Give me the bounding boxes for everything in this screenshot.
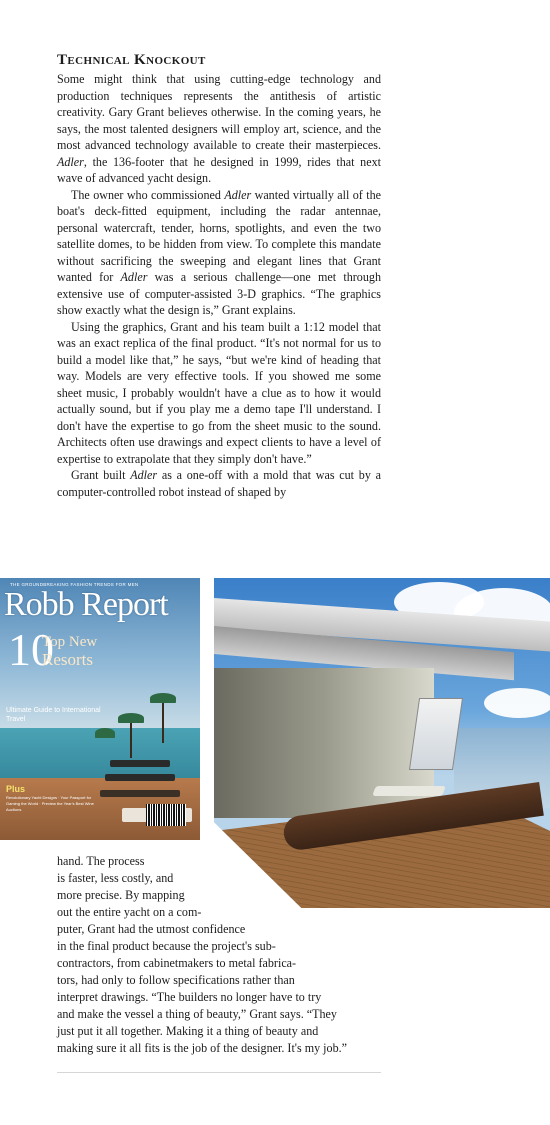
umbrella-pole	[162, 703, 164, 743]
robb-report-cover-image	[0, 578, 200, 840]
cover-number: 10	[8, 624, 54, 675]
article-heading: Technical Knockout	[57, 52, 206, 68]
continuation-line: more precise. By mapping	[57, 888, 185, 902]
paragraph-2: The owner who commissioned Adler wanted virtually all of the boat's deck-fitted equipment, including the radar antennae, personal watercraft, tender, horns, spotlights, and even the two satellite domes, to be hidden from view. To complete this mandate without sacrificing the sweeping and elegant lines that Grant wanted for Adler was a serious challenge—one met through extensive use of computer-assisted 3-D graphics. “The graphics show exactly what the design is,” Grant explains.	[57, 187, 381, 317]
yacht-deck-rendering-image	[214, 578, 550, 908]
lounger	[100, 790, 180, 797]
cover-headline-top: Top New	[42, 634, 98, 650]
cover-headline-resorts: Resorts	[42, 650, 93, 669]
umbrella-icon	[150, 693, 176, 703]
umbrella-icon	[95, 728, 115, 738]
paragraph-1: Some might think that using cutting-edge technology and production techniques represents the antithesis of artistic creativity. Gary Grant believes otherwise. In the coming years, he says, the most talented designers will employ art, science, and the most advanced technology available to create their masterpieces. Adler, the 136-footer that he designed in 1999, rides that next wave of advanced yacht design.	[57, 72, 381, 185]
lounger	[110, 760, 170, 767]
barcode-icon	[146, 804, 186, 826]
cloud	[484, 688, 550, 718]
continuation-line: and make the vessel a thing of beauty,” Grant says. “They	[57, 1007, 337, 1021]
continuation-line: making sure it all fits is the job of the designer. It's my job.”	[57, 1041, 348, 1055]
deck-table	[372, 786, 446, 796]
paragraph-3: Using the graphics, Grant and his team built a 1:12 model that was an exact replica of the final product. “It's not normal for us to build a model like that,” he says, “but we're kind of heading that way. Models are very effective tools. If you showed me some sheet music, I probably wouldn't have a clue as to how it would actually sound, but if you play me a demo tape I'll understand. I don't have the expertise to go from the sheet music to the sound. Architects often use drawings and expect clients to have a level of expertise to extrapolate that they simply don't have.”	[57, 319, 381, 466]
continuation-line: out the entire yacht on a com-	[57, 905, 202, 919]
article-body	[57, 71, 381, 500]
continuation-line: hand. The process	[57, 854, 145, 868]
continuation-line: just put it all together. Making it a thing of beauty and	[57, 1024, 319, 1038]
continuation-line: is faster, less costly, and	[57, 871, 174, 885]
continuation-line: puter, Grant had the utmost confidence	[57, 922, 246, 936]
cover-plus-text: Revolutionary Yacht Designs · Your Passport for Gaming the World · Preview the Year's Best Wine Auctions	[6, 795, 94, 812]
continuation-line: interpret drawings. “The builders no longer have to try	[57, 990, 322, 1004]
lounger	[105, 774, 175, 781]
umbrella-pole	[130, 723, 132, 758]
continuation-line: tors, had only to follow specifications rather than	[57, 973, 295, 987]
continuation-line: contractors, from cabinetmakers to metal fabrica-	[57, 956, 297, 970]
cover-subhead: Ultimate Guide to International Travel	[6, 707, 101, 723]
footer-rule	[57, 1072, 381, 1073]
continuation-line: in the final product because the project's sub-	[57, 939, 276, 953]
cover-tagline: THE GROUNDBREAKING FASHION TRENDS FOR MEN	[10, 582, 139, 587]
umbrella-icon	[118, 713, 144, 723]
paragraph-4: Grant built Adler as a one-off with a mold that was cut by a computer-controlled robot instead of shaped by	[57, 468, 381, 499]
cover-masthead: Robb Report	[4, 586, 168, 623]
cover-plus: Plus	[6, 784, 26, 794]
